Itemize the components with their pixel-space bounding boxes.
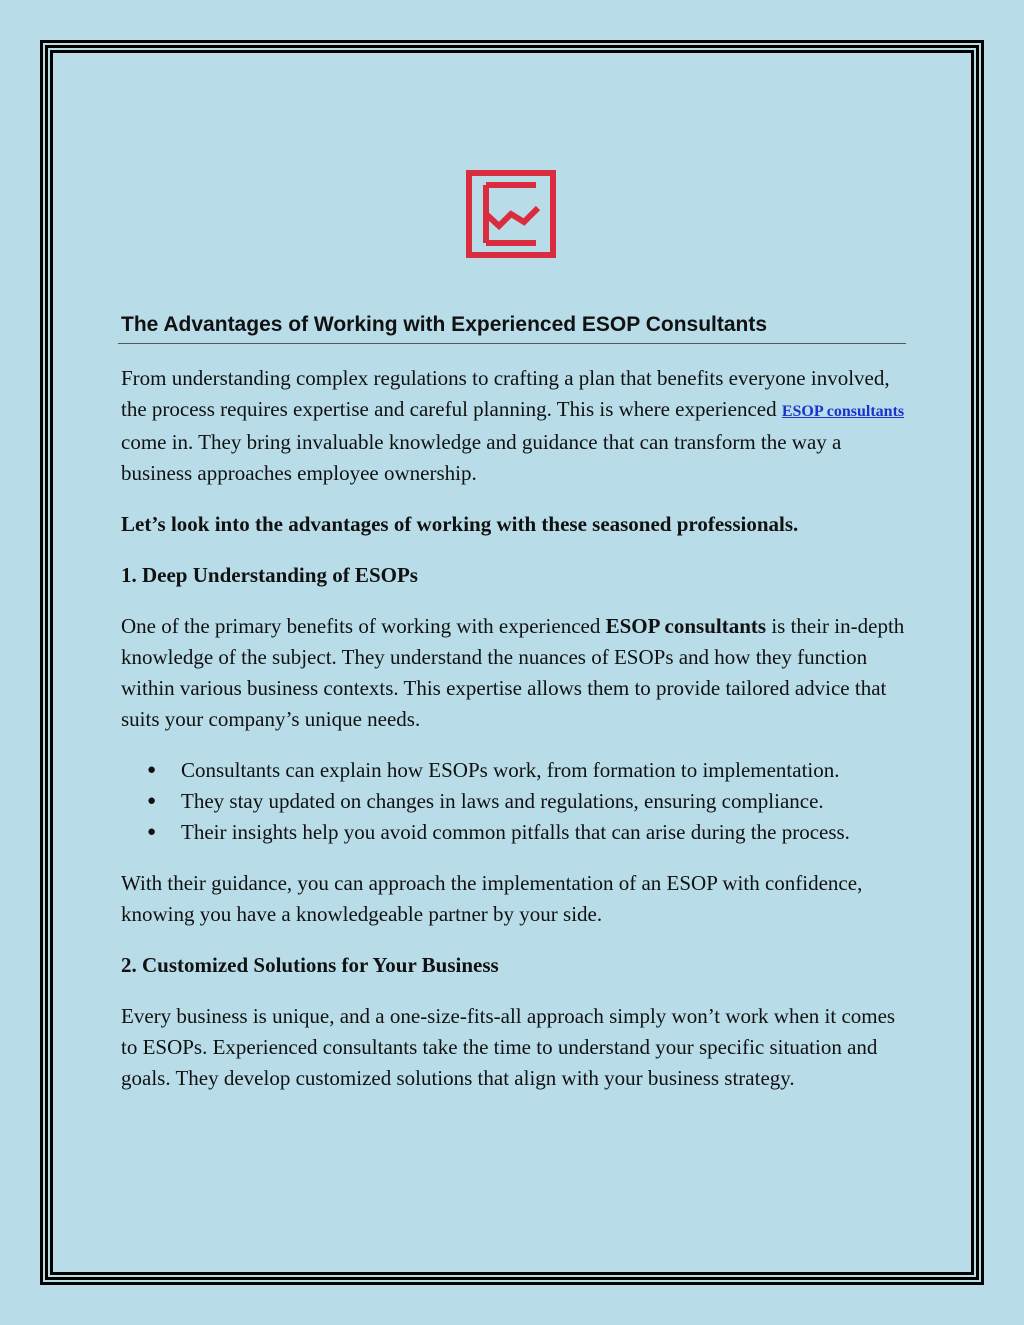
title-divider <box>118 343 906 344</box>
section-1-paragraph: One of the primary benefits of working with experienced ESOP consultants is their in-depth knowledge of the subject. They understand the nuances of ESOPs and how they function within various business contexts. This expertise allows them to provide tailored advice that suits your company’s unique needs. <box>121 614 905 731</box>
section-1-bullet-list <box>121 755 911 848</box>
list-item: ● They stay updated on changes in laws and regulations, ensuring compliance. <box>121 786 911 817</box>
section-1-heading: 1. Deep Understanding of ESOPs <box>121 563 418 587</box>
bullet-icon: ● <box>147 824 157 840</box>
lead-paragraph: Let’s look into the advantages of working with these seasoned professionals. <box>121 512 799 536</box>
company-logo <box>466 170 556 258</box>
list-item: ● Consultants can explain how ESOPs work, from formation to implementation. <box>121 755 911 786</box>
bullet-icon: ● <box>147 762 157 778</box>
section-2-heading: 2. Customized Solutions for Your Business <box>121 953 499 977</box>
document-title: The Advantages of Working with Experienced ESOP Consultants <box>121 313 768 336</box>
list-item: ● Their insights help you avoid common pitfalls that can arise during the process. <box>121 817 911 848</box>
intro-paragraph: From understanding complex regulations to crafting a plan that benefits everyone involved, the process requires expertise and careful planning. This is where experienced ESOP consultants come in. They bring invaluable knowledge and guidance that can transform the way a business approaches employee ownership. <box>121 366 905 485</box>
document-body <box>121 363 911 1114</box>
section-2-paragraph: Every business is unique, and a one-size-fits-all approach simply won’t work when it comes to ESOPs. Experienced consultants take the time to understand your specific situation and goals. They develop customized solutions that align with your business strategy. <box>121 1004 896 1090</box>
esop-consultants-link[interactable]: ESOP consultants <box>781 403 905 420</box>
bullet-icon: ● <box>147 793 157 809</box>
section-1-closing: With their guidance, you can approach the implementation of an ESOP with confidence, knowing you have a knowledgeable partner by your side. <box>121 871 863 926</box>
